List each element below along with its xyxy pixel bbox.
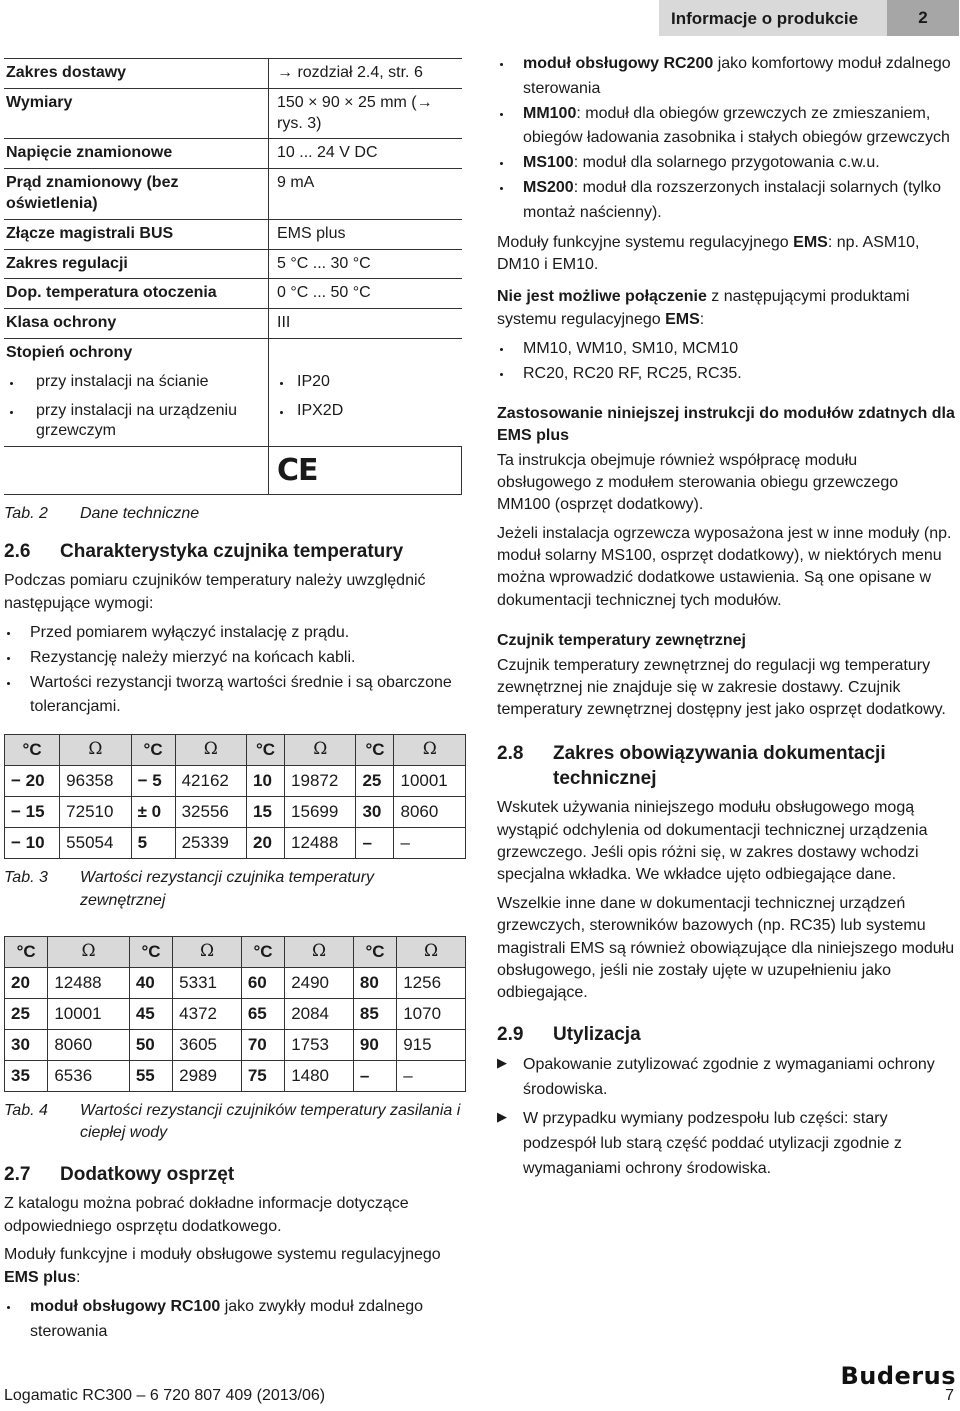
spec-row: [4, 368, 462, 397]
spec-label: Dop. temperatura otoczenia: [4, 279, 269, 309]
spec-value: 0 °C ... 50 °C: [269, 279, 462, 309]
text-run-bold: MS200: [523, 178, 574, 196]
resistance-cell: 8060: [48, 1029, 129, 1060]
text-run-bold: moduł obsługowy RC200: [523, 55, 714, 72]
section-title: Utylizacja: [553, 1023, 641, 1045]
section-title: Dodatkowy osprzęt: [60, 1163, 235, 1185]
spec-value: 5 °C ... 30 °C: [269, 249, 462, 279]
temperature-cell: 90: [353, 1029, 396, 1060]
resistance-cell: –: [394, 828, 466, 859]
temperature-cell: − 20: [5, 766, 60, 797]
spec-row: [4, 88, 462, 139]
text-run: jako zwykły moduł zdalnego sterowania: [30, 1298, 424, 1340]
table-row: [5, 766, 466, 797]
resistance-cell: 10001: [48, 998, 129, 1029]
column-header: Ω: [173, 936, 242, 967]
bullet-list: [4, 621, 462, 720]
resistance-cell: 55054: [60, 828, 131, 859]
temperature-cell: 20: [5, 967, 48, 998]
spec-label: Napięcie znamionowe: [4, 139, 269, 169]
temperature-cell: 65: [241, 998, 284, 1029]
caption-number: Tab. 2: [4, 505, 48, 523]
resistance-cell: 1753: [285, 1029, 354, 1060]
column-header: Ω: [48, 936, 129, 967]
column-header: °C: [131, 735, 175, 766]
list-item: [497, 1053, 955, 1103]
paragraph: Wszelkie inne dane w dokumentacji technicznej urządzeń grzewczych, sterowników bazowych (np. RC35) lub systemu magistrali EMS są również obowiązujące dla niniejszego modułu obsługowego, jeśli nie zostały ujęte w uzupełnieniu jako odbiegające.: [497, 894, 955, 1002]
resistance-cell: 1480: [285, 1060, 354, 1091]
table-header-row: [5, 936, 466, 967]
column-header: °C: [353, 936, 396, 967]
spec-row: [4, 279, 462, 309]
page-number: 7: [945, 1387, 954, 1404]
resistance-cell: 42162: [175, 766, 246, 797]
table-caption: [4, 503, 462, 525]
section-heading-2-9: [497, 1023, 955, 1048]
resistance-cell: 15699: [285, 797, 356, 828]
temperature-cell: 55: [129, 1060, 172, 1091]
table-row: [5, 797, 466, 828]
temperature-cell: 30: [5, 1029, 48, 1060]
temperature-cell: 20: [247, 828, 285, 859]
temperature-cell: 60: [241, 967, 284, 998]
resistance-table-flow-dhw: [4, 936, 466, 1092]
text-run-bold: EMS: [793, 233, 828, 251]
spec-label: Prąd znamionowy (bez oświetlenia): [4, 169, 269, 220]
section-heading-2-8: [497, 742, 955, 791]
list-item: Wartości rezystancji tworzą wartości średnie i są obarczone tolerancjami.: [4, 671, 462, 721]
column-header: °C: [5, 735, 60, 766]
text-run: : moduł dla rozszerzonych instalacji solarnych (tylko montaż naścienny).: [523, 178, 941, 221]
spec-row-ce: [4, 447, 462, 495]
spec-value: 9 mA: [269, 169, 462, 220]
temperature-cell: 15: [247, 797, 285, 828]
temperature-cell: 85: [353, 998, 396, 1029]
temperature-cell: 40: [129, 967, 172, 998]
temperature-cell: 5: [131, 828, 175, 859]
spec-value: 150 × 90 × 25 mm (→ rys. 3): [269, 88, 462, 139]
caption-text: Dane techniczne: [80, 505, 200, 523]
resistance-cell: 3605: [173, 1029, 242, 1060]
list-item: [497, 102, 955, 152]
table-row: [5, 998, 466, 1029]
text-run: Moduły funkcyjne i moduły obsługowe systemu regulacyjnego: [4, 1246, 441, 1264]
list-item: MM10, WM10, SM10, MCM10: [497, 337, 955, 362]
temperature-cell: 70: [241, 1029, 284, 1060]
resistance-cell: 2989: [173, 1060, 242, 1091]
chapter-number-box: [887, 0, 959, 36]
section-number: 2.9: [497, 1023, 524, 1045]
text-run: Opakowanie zutylizować zgodnie z wymaganiami ochrony środowiska.: [523, 1056, 935, 1099]
text-run: Moduły funkcyjne systemu regulacyjnego: [497, 233, 794, 251]
paragraph: Podczas pomiaru czujników temperatury należy uwzględnić następujące wymogi:: [4, 572, 426, 612]
bullet-list: [497, 52, 955, 226]
spec-row: [4, 59, 462, 89]
text-run: : moduł dla solarnego przygotowania c.w.u.: [573, 154, 880, 172]
resistance-cell: 8060: [394, 797, 466, 828]
list-item: [497, 1107, 955, 1181]
column-header: Ω: [397, 936, 466, 967]
text-run-bold: EMS plus: [4, 1268, 77, 1286]
temperature-cell: ± 0: [131, 797, 175, 828]
table-row: [5, 967, 466, 998]
paragraph: [4, 1244, 462, 1289]
chapter-number: 2: [918, 8, 928, 27]
text-run: :: [699, 310, 705, 328]
temperature-cell: 50: [129, 1029, 172, 1060]
column-header: Ω: [285, 936, 354, 967]
temperature-cell: 80: [353, 967, 396, 998]
arrow-right-icon: ▶: [497, 1108, 507, 1124]
spec-label: Zakres dostawy: [4, 59, 269, 89]
temperature-cell: 25: [356, 766, 394, 797]
resistance-cell: 1070: [397, 998, 466, 1029]
list-item: Przed pomiarem wyłączyć instalację z prądu.: [4, 621, 462, 646]
list-item: RC20, RC20 RF, RC25, RC35.: [497, 362, 955, 387]
spec-value: 10 ... 24 V DC: [269, 139, 462, 169]
text-run: : np. ASM10, DM10 i EM10.: [497, 233, 920, 273]
section-number: 2.6: [4, 540, 31, 562]
spec-row: [4, 139, 462, 169]
section-number: 2.8: [497, 742, 524, 764]
spec-value: EMS plus: [269, 219, 462, 249]
spec-label: Klasa ochrony: [4, 309, 269, 339]
section-title: Charakterystyka czujnika temperatury: [60, 540, 404, 562]
text-run: W przypadku wymiany podzespołu lub części: stary podzespół lub starą część poddać utylizacji zgodnie z wymaganiami ochrony środowiska.: [523, 1109, 902, 1177]
column-header: °C: [129, 936, 172, 967]
header-title: Informacje o produkcie: [671, 9, 859, 28]
column-header: Ω: [175, 735, 246, 766]
instruction-list: [497, 1053, 955, 1181]
column-header: Ω: [394, 735, 466, 766]
caption-number: Tab. 3: [4, 869, 48, 887]
column-header: °C: [356, 735, 394, 766]
subheading: Czujnik temperatury zewnętrznej: [497, 632, 746, 650]
table-header-row: [5, 735, 466, 766]
spec-row-protection: [4, 338, 462, 367]
temperature-cell: –: [356, 828, 394, 859]
section-number: 2.7: [4, 1163, 31, 1185]
spec-label: Zakres regulacji: [4, 249, 269, 279]
paragraph: [497, 286, 955, 331]
caption-text: Wartości rezystancji czujników temperatury zasilania i ciepłej wody: [80, 1101, 461, 1142]
temperature-cell: − 15: [5, 797, 60, 828]
resistance-cell: 72510: [60, 797, 131, 828]
temperature-cell: − 10: [5, 828, 60, 859]
paragraph: Z katalogu można pobrać dokładne informacje dotyczące odpowiedniego osprzętu dodatkowego.: [4, 1195, 409, 1235]
list-item: [497, 151, 955, 176]
resistance-cell: 5331: [173, 967, 242, 998]
paragraph: Jeżeli instalacja ogrzewcza wyposażona jest w inne moduły (np. moduł solarny MS100, osprzęt dodatkowy), w niektórych menu można wprowadzić dodatkowe ustawienia. Są one opisane w dokumentacji technicznej tych modułów.: [497, 524, 952, 609]
section-title: Zakres obowiązywania dokumentacji technicznej: [553, 742, 886, 789]
table-row: [5, 828, 466, 859]
temperature-cell: –: [353, 1060, 396, 1091]
bullet-list: [497, 337, 955, 387]
resistance-cell: 6536: [48, 1060, 129, 1091]
table-row: [5, 1029, 466, 1060]
resistance-cell: 915: [397, 1029, 466, 1060]
spec-sublabel: przy instalacji na ścianie: [6, 372, 264, 393]
text-run-bold: MS100: [523, 154, 574, 172]
spec-table: [4, 58, 462, 495]
section-heading-2-6: [4, 540, 462, 565]
spec-value: IPX2D: [277, 401, 458, 422]
temperature-cell: 25: [5, 998, 48, 1029]
arrow-right-icon: ▶: [497, 1055, 507, 1071]
resistance-cell: 25339: [175, 828, 246, 859]
page-header: [659, 0, 959, 36]
text-run-bold: Nie jest możliwe połączenie: [497, 288, 707, 306]
temperature-cell: − 5: [131, 766, 175, 797]
spec-row: [4, 397, 462, 447]
temperature-cell: 45: [129, 998, 172, 1029]
column-header: °C: [5, 936, 48, 967]
resistance-cell: –: [397, 1060, 466, 1091]
bullet-list: [4, 1295, 462, 1345]
paragraph: Czujnik temperatury zewnętrznej do regulacji wg temperatury zewnętrznej nie znajduje się w zakresie dostawy. Czujnik temperatury zewnętrznej dostępny jest jako osprzęt dodatkowy.: [497, 656, 946, 719]
spec-value: III: [269, 309, 462, 339]
resistance-table-outdoor: [4, 734, 466, 859]
spec-row: [4, 249, 462, 279]
temperature-cell: 35: [5, 1060, 48, 1091]
paragraph: [497, 232, 955, 277]
resistance-cell: 2084: [285, 998, 354, 1029]
temperature-cell: 30: [356, 797, 394, 828]
caption-text: Wartości rezystancji czujnika temperatury zewnętrznej: [80, 869, 375, 909]
table-caption: [4, 867, 462, 912]
resistance-cell: 10001: [394, 766, 466, 797]
right-column: [497, 52, 955, 1185]
left-column: [4, 58, 462, 1351]
text-run: :: [76, 1268, 81, 1286]
temperature-cell: 75: [241, 1060, 284, 1091]
spec-row: [4, 169, 462, 220]
list-item: [497, 176, 955, 226]
table-row: [5, 1060, 466, 1091]
resistance-cell: 12488: [48, 967, 129, 998]
spec-value: → rozdział 2.4, str. 6: [269, 59, 462, 89]
spec-row: [4, 309, 462, 339]
text-run: z następującymi produktami systemu regulacyjnego: [497, 288, 910, 328]
resistance-cell: 1256: [397, 967, 466, 998]
paragraph: Ta instrukcja obejmuje również współpracę modułu obsługowego z modułem sterowania obiegu grzewczego MM100 (osprzęt dodatkowy).: [497, 451, 899, 514]
spec-sublabel: przy instalacji na urządzeniu grzewczym: [6, 401, 264, 443]
list-item: [4, 1295, 462, 1345]
resistance-cell: 12488: [285, 828, 356, 859]
text-run-bold: moduł obsługowy RC100: [30, 1298, 221, 1316]
text-run: : moduł dla obiegów grzewczych ze zmieszaniem, obiegów ładowania zasobnika i stałych obiegów grzewczych: [523, 104, 950, 147]
temperature-cell: 10: [247, 766, 285, 797]
spec-label: Wymiary: [4, 88, 269, 139]
column-header: Ω: [60, 735, 131, 766]
subheading: Zastosowanie niniejszej instrukcji do modułów zdatnych dla EMS plus: [497, 404, 955, 445]
spec-label: Złącze magistrali BUS: [4, 219, 269, 249]
resistance-cell: 2490: [285, 967, 354, 998]
text-run-bold: MM100: [523, 104, 577, 122]
list-item: [497, 52, 955, 102]
text-run: jako komfortowy moduł zdalnego sterowania: [523, 55, 951, 97]
spec-row: [4, 219, 462, 249]
table-caption: [4, 1100, 462, 1145]
resistance-cell: 96358: [60, 766, 131, 797]
spec-value: IP20: [277, 372, 458, 393]
resistance-cell: 19872: [285, 766, 356, 797]
column-header: °C: [247, 735, 285, 766]
text-run-bold: EMS: [665, 310, 700, 328]
list-item: Rezystancję należy mierzyć na końcach kabli.: [4, 646, 462, 671]
footer-doc-id: Logamatic RC300 – 6 720 807 409 (2013/06): [4, 1387, 326, 1404]
column-header: Ω: [285, 735, 356, 766]
brand-logo: Buderus: [840, 1362, 956, 1390]
caption-number: Tab. 4: [4, 1101, 48, 1119]
resistance-cell: 4372: [173, 998, 242, 1029]
section-heading-2-7: [4, 1163, 462, 1188]
ce-mark-icon: CE: [277, 453, 318, 489]
column-header: °C: [241, 936, 284, 967]
paragraph: Wskutek używania niniejszego modułu obsługowego mogą wystąpić odchylenia od dokumentacji technicznej urządzenia grzewczego. Jeśli opis różni się, w zakres dostawy wchodzi specjalna wkładka. We wkładce ujęto odbiegające dane.: [497, 799, 928, 884]
spec-label: Stopień ochrony: [6, 343, 133, 361]
resistance-cell: 32556: [175, 797, 246, 828]
